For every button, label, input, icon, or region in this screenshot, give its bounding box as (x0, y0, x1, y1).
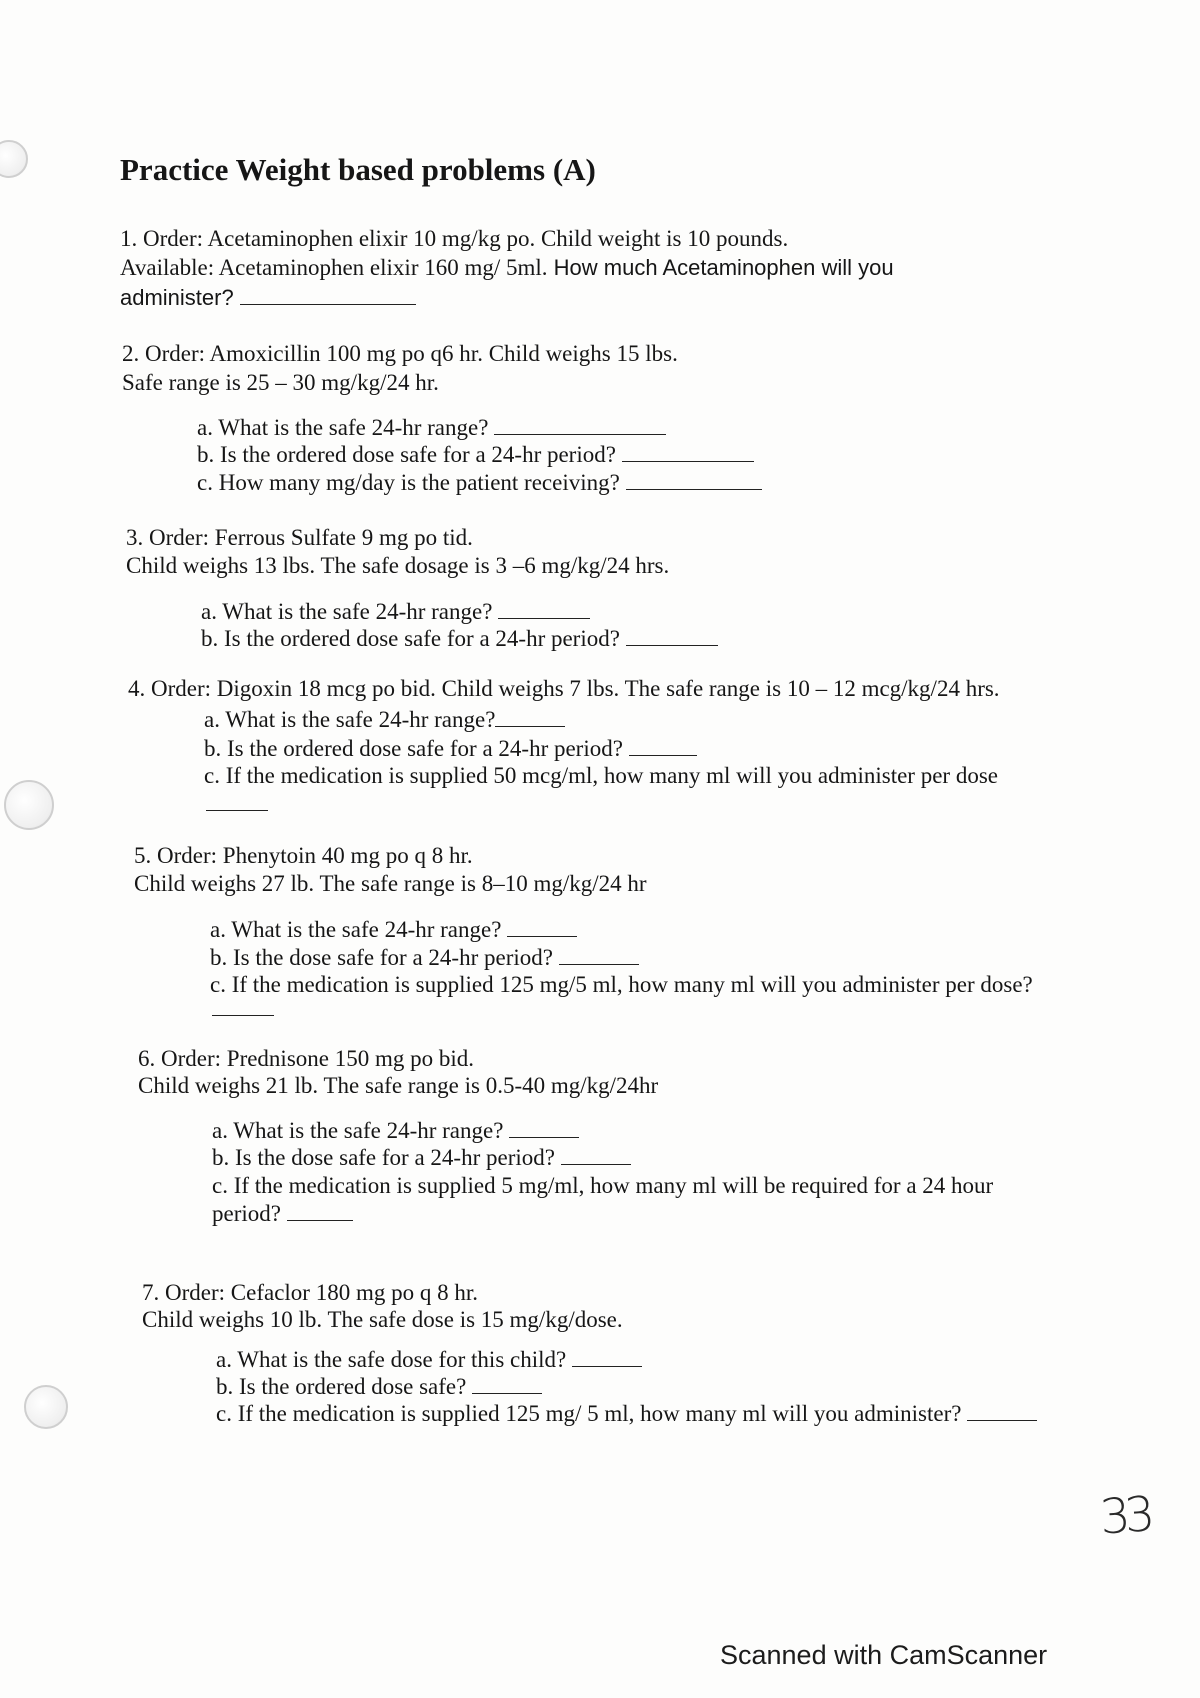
answer-blank[interactable] (498, 598, 590, 619)
problem-4-part-a: a. What is the safe 24-hr range? (204, 706, 565, 734)
answer-blank[interactable] (967, 1400, 1037, 1421)
problem-1-question: administer? (120, 284, 416, 312)
problem-4-part-b: b. Is the ordered dose safe for a 24-hr period? (204, 735, 697, 763)
problem-5-part-a: a. What is the safe 24-hr range? (210, 916, 577, 944)
problem-6-order: 6. Order: Prednisone 150 mg po bid. (138, 1046, 475, 1071)
problem-3-order: 3. Order: Ferrous Sulfate 9 mg po tid. (126, 525, 473, 550)
problem-2-order: 2. Order: Amoxicillin 100 mg po q6 hr. Child weighs 15 lbs. (122, 341, 678, 366)
answer-blank[interactable] (509, 1117, 579, 1138)
problem-7-part-a: a. What is the safe dose for this child? (216, 1346, 642, 1374)
problem-3-part-a: a. What is the safe 24-hr range? (201, 598, 590, 626)
problem-7-safe-dose: Child weighs 10 lb. The safe dose is 15 mg/kg/dose. (142, 1307, 623, 1332)
scanner-watermark: Scanned with CamScanner (720, 1640, 1048, 1670)
problem-6-part-a: a. What is the safe 24-hr range? (212, 1117, 579, 1145)
answer-blank[interactable] (287, 1200, 353, 1221)
page-title: Practice Weight based problems (A) (120, 152, 596, 187)
punch-hole-top (0, 140, 28, 178)
answer-blank[interactable] (206, 790, 268, 811)
problem-6-part-c: c. If the medication is supplied 5 mg/ml, how many ml will be required for a 24 hour (212, 1173, 994, 1198)
problem-2-part-a: a. What is the safe 24-hr range? (197, 414, 666, 442)
problem-3-safe-dosage: Child weighs 13 lbs. The safe dosage is 3 –6 mg/kg/24 hrs. (126, 553, 670, 578)
answer-blank[interactable] (507, 916, 577, 937)
answer-blank[interactable] (472, 1373, 542, 1394)
problem-2-part-b: b. Is the ordered dose safe for a 24-hr period? (197, 441, 754, 469)
answer-blank[interactable] (212, 995, 274, 1016)
problem-5-part-c: c. If the medication is supplied 125 mg/5 ml, how many ml will you administer per dose? (210, 972, 1033, 997)
problem-4-part-c: c. If the medication is supplied 50 mcg/ml, how many ml will you administer per dose (204, 763, 998, 788)
problem-2-safe-range: Safe range is 25 – 30 mg/kg/24 hr. (122, 370, 439, 395)
answer-blank[interactable] (559, 944, 639, 965)
problem-7-part-b: b. Is the ordered dose safe? (216, 1373, 542, 1401)
punch-hole-bottom (24, 1385, 68, 1429)
problem-3-part-b: b. Is the ordered dose safe for a 24-hr period? (201, 625, 718, 653)
problem-1-order: 1. Order: Acetaminophen elixir 10 mg/kg po. Child weight is 10 pounds. (120, 226, 789, 251)
answer-blank[interactable] (622, 441, 754, 462)
problem-1-available: Available: Acetaminophen elixir 160 mg/ 5ml. How much Acetaminophen will you (120, 255, 894, 280)
answer-blank[interactable] (495, 706, 565, 727)
problem-6-safe-range: Child weighs 21 lb. The safe range is 0.5-40 mg/kg/24hr (138, 1073, 659, 1098)
answer-blank[interactable] (240, 284, 416, 305)
problem-7-part-c: c. If the medication is supplied 125 mg/ 5 ml, how many ml will you administer? (216, 1400, 1037, 1428)
problem-5-order: 5. Order: Phenytoin 40 mg po q 8 hr. (134, 843, 473, 868)
answer-blank[interactable] (561, 1144, 631, 1165)
answer-blank[interactable] (629, 735, 697, 756)
problem-4-order: 4. Order: Digoxin 18 mcg po bid. Child weighs 7 lbs. The safe range is 10 – 12 mcg/kg/24 hrs. (128, 676, 1000, 701)
page-number: 33 (1098, 1486, 1151, 1546)
problem-6-part-c-cont: period? (212, 1200, 353, 1228)
answer-blank[interactable] (572, 1346, 642, 1367)
problem-6-part-b: b. Is the dose safe for a 24-hr period? (212, 1144, 631, 1172)
answer-blank[interactable] (626, 625, 718, 646)
problem-7-order: 7. Order: Cefaclor 180 mg po q 8 hr. (142, 1280, 478, 1305)
punch-hole-middle (4, 780, 54, 830)
problem-2-part-c: c. How many mg/day is the patient receiving? (197, 469, 762, 497)
answer-blank[interactable] (494, 414, 666, 435)
problem-5-safe-range: Child weighs 27 lb. The safe range is 8–10 mg/kg/24 hr (134, 871, 647, 896)
answer-blank[interactable] (626, 469, 762, 490)
problem-5-part-b: b. Is the dose safe for a 24-hr period? (210, 944, 639, 972)
